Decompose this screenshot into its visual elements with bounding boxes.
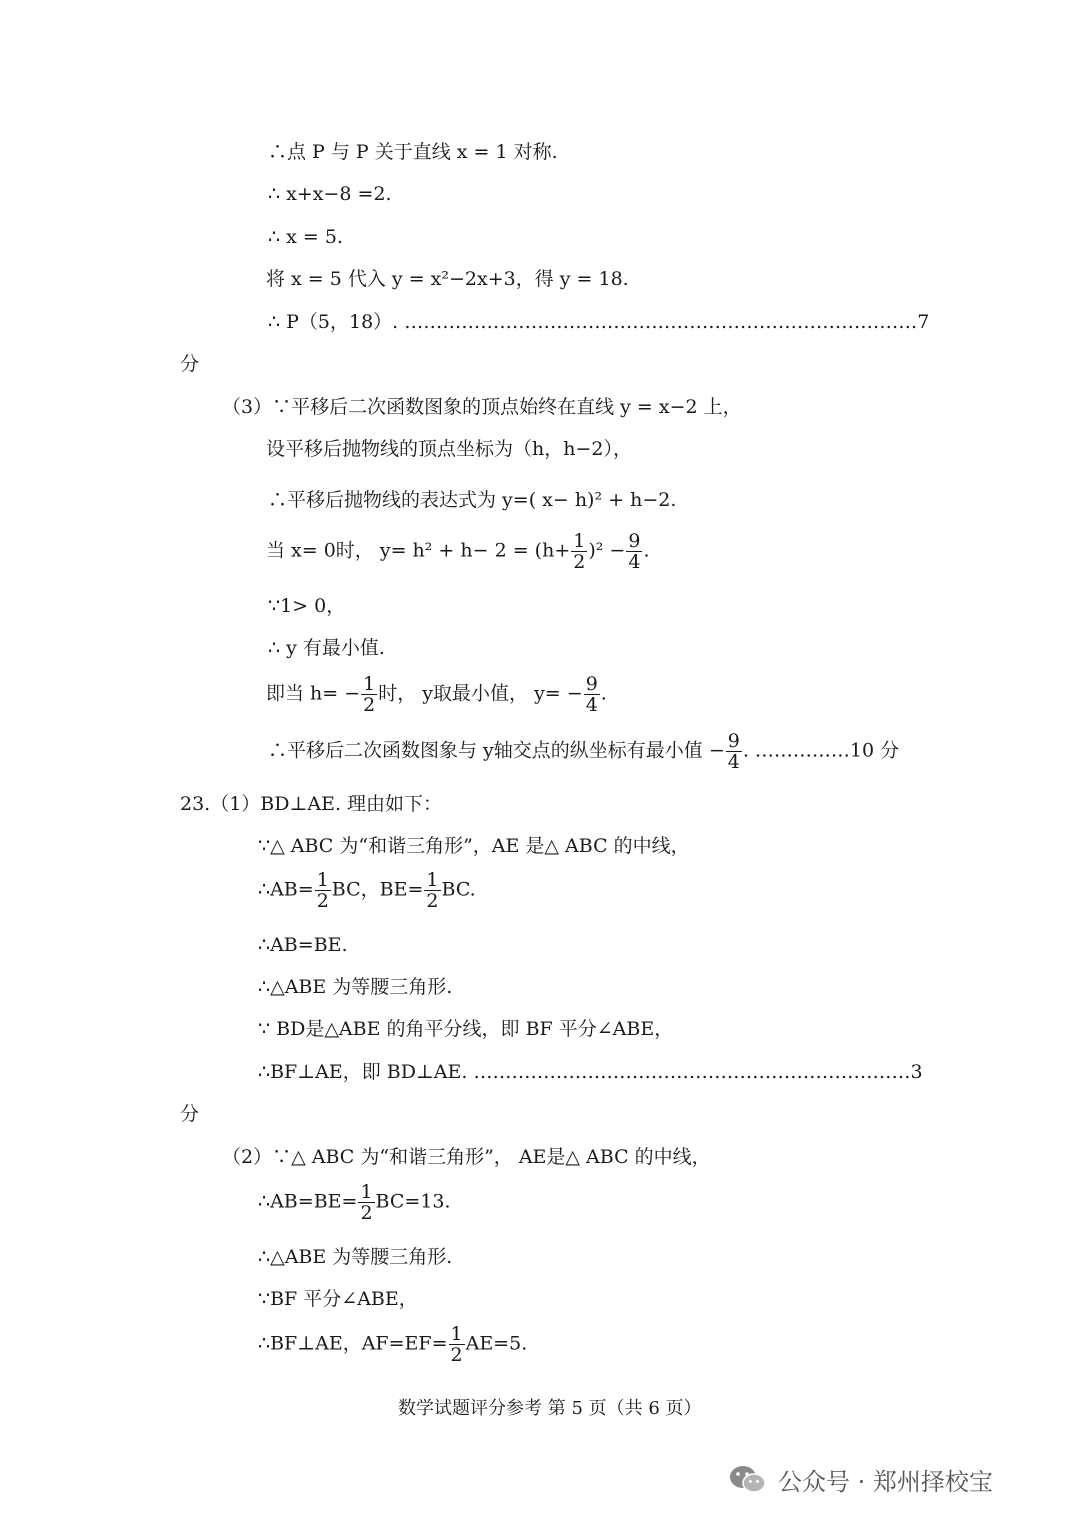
fraction-denominator: 2: [363, 694, 376, 716]
fraction-numerator: 1: [316, 869, 329, 891]
fraction-denominator: 2: [573, 551, 586, 573]
fraction-denominator: 2: [360, 1202, 373, 1224]
line-perpendicular: ∴BF⊥AE，即 BD⊥AE. ……………………………………………………………3: [258, 1061, 923, 1083]
fraction-numerator: 9: [727, 730, 740, 752]
fraction-numerator: 1: [363, 673, 376, 695]
fraction: [424, 870, 440, 911]
fraction: [571, 531, 587, 572]
text-segment: AE=5.: [465, 1332, 528, 1355]
fraction-numerator: 9: [585, 673, 598, 695]
line-bf-bisects: ∵BF 平分∠ABE，: [258, 1288, 418, 1310]
line-part2-intro: （2）∵△ ABC 为“和谐三角形”， AE是△ ABC 的中线，: [222, 1146, 711, 1168]
line-ab-be-13: [258, 1182, 451, 1223]
line-half-bc: [258, 870, 476, 911]
fraction-numerator: 9: [628, 530, 641, 552]
fraction-numerator: 1: [450, 1323, 463, 1345]
fraction-denominator: 4: [628, 551, 641, 573]
text-segment: BC=13.: [375, 1190, 451, 1213]
text-segment: 即当 h= −: [266, 682, 361, 705]
line-part3-intro: （3）∵平移后二次函数图象的顶点始终在直线 y = x−2 上，: [222, 396, 742, 418]
line-isosceles-1: ∴△ABE 为等腰三角形.: [258, 976, 453, 998]
line-symmetry: ∴点 P 与 P 关于直线 x = 1 对称.: [268, 141, 558, 163]
line-conclusion-part3: [268, 731, 899, 772]
text-segment: .: [600, 682, 607, 705]
text-segment: .: [643, 539, 650, 562]
text-segment: )² −: [588, 539, 626, 562]
line-expression: ∴平移后抛物线的表达式为 y=( x− h)² + h−2.: [268, 489, 677, 511]
fraction-denominator: 2: [316, 890, 329, 912]
line-h-value: [266, 674, 607, 715]
text-segment: 当 x= 0时， y= h² + h− 2 = (h+: [266, 539, 571, 562]
text-segment: . ……………10 分: [742, 739, 900, 762]
fraction: [358, 1182, 374, 1223]
watermark-text: 公众号 · 郑州择校宝: [778, 1468, 993, 1496]
fraction-numerator: 1: [360, 1181, 373, 1203]
fraction: [449, 1324, 465, 1365]
line-q23-part1: 23.（1）BD⊥AE. 理由如下：: [180, 793, 443, 815]
line-harmonic-triangle: ∵△ ABC 为“和谐三角形”，AE 是△ ABC 的中线，: [258, 835, 690, 857]
fraction-denominator: 4: [727, 751, 740, 773]
fraction: [361, 674, 377, 715]
line-bisector: ∵ BD是△ABE 的角平分线，即 BF 平分∠ABE，: [258, 1018, 674, 1040]
fraction-numerator: 1: [573, 530, 586, 552]
fraction-denominator: 4: [585, 694, 598, 716]
fraction: [315, 870, 331, 911]
text-segment: ∴AB=: [258, 878, 314, 901]
fraction-denominator: 2: [426, 890, 439, 912]
fraction: [726, 731, 742, 772]
page-footer: 数学试题评分参考 第 5 页（共 6 页）: [398, 1398, 702, 1419]
text-segment: BC，BE=: [331, 878, 424, 901]
line-af-ef: [258, 1324, 527, 1365]
text-segment: ∴平移后二次函数图象与 y轴交点的纵坐标有最小值 −: [268, 739, 725, 762]
line-ab-eq-be: ∴AB=BE.: [258, 934, 348, 956]
fraction-denominator: 2: [450, 1344, 463, 1366]
fraction: [584, 674, 600, 715]
line-substitute: 将 x = 5 代入 y = x²−2x+3，得 y = 18.: [266, 268, 629, 290]
fraction-numerator: 1: [426, 869, 439, 891]
line-score-fen-2: 分: [180, 1103, 200, 1125]
line-x-zero: [266, 531, 649, 572]
line-positive: ∵1> 0，: [268, 595, 346, 617]
line-vertex: 设平移后抛物线的顶点坐标为（h，h−2），: [266, 438, 632, 460]
text-segment: 时， y取最小值， y= −: [378, 682, 583, 705]
watermark: [728, 1462, 993, 1497]
line-isosceles-2: ∴△ABE 为等腰三角形.: [258, 1246, 453, 1268]
line-point-p: ∴ P（5，18）. ………………………………………………………………………7: [268, 311, 930, 333]
line-min-value: ∴ y 有最小值.: [268, 637, 385, 659]
line-x-value: ∴ x = 5.: [268, 226, 343, 248]
line-score-fen: 分: [180, 353, 200, 375]
wechat-icon: [728, 1464, 768, 1496]
text-segment: ∴AB=BE=: [258, 1190, 358, 1213]
line-sum: ∴ x+x−8 =2.: [268, 183, 392, 205]
fraction: [626, 531, 642, 572]
text-segment: BC.: [441, 878, 476, 901]
text-segment: ∴BF⊥AE，AF=EF=: [258, 1332, 448, 1355]
